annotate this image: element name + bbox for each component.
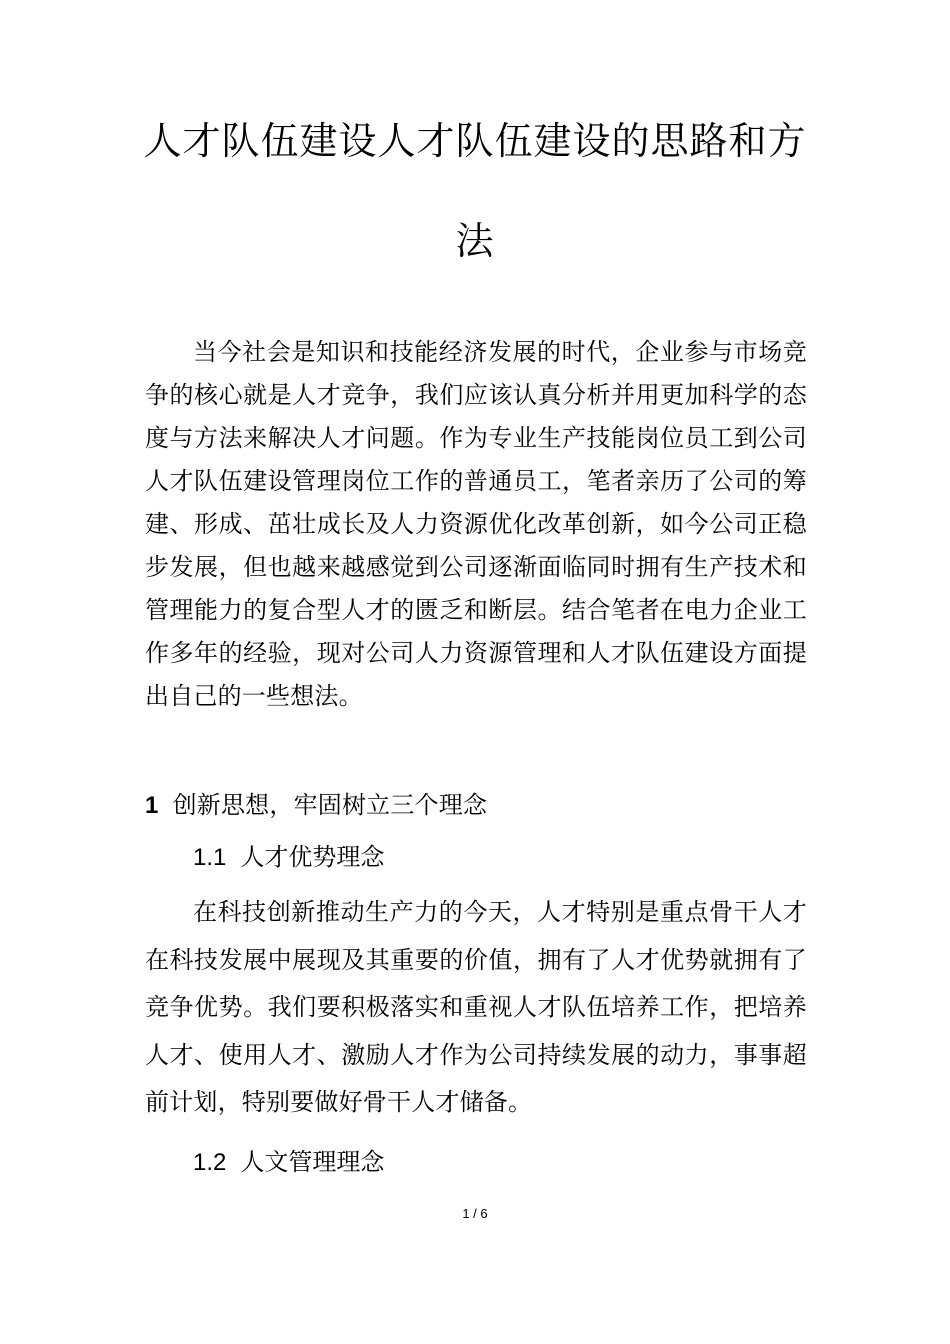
section-1-title: 创新思想，牢固树立三个理念 <box>172 791 488 819</box>
section-1-number: 1 <box>145 792 159 819</box>
subsection-1-1-text: 在科技创新推动生产力的今天，人才特别是重点骨干人才在科技发展中展现及其重要的价值，拥有了人才优势就拥有了竞争优势。我们要积极落实和重视人才队伍培养工作，把培养人才、使用人才、激励人才作为公司持续发展的动力，事事超前计划，特别要做好骨干人才储备。 <box>145 898 807 1116</box>
subsection-1-1-paragraph <box>145 889 807 1127</box>
document-title-line-2: 法 <box>455 219 495 263</box>
subsection-1-1-number: 1.1 <box>193 844 227 871</box>
subsection-1-2-title: 人文管理理念 <box>240 1148 385 1176</box>
intro-text: 当今社会是知识和技能经济发展的时代，企业参与市场竞争的核心就是人才竞争，我们应该认真分析并用更加科学的态度与方法来解决人才问题。作为专业生产技能岗位员工到公司人才队伍建设管理岗位工作的普通员工，笔者亲历了公司的筹建、形成、茁壮成长及人力资源优化改革创新，如今公司正稳步发展，但也越来越感觉到公司逐渐面临同时拥有生产技术和管理能力的复合型人才的匮乏和断层。结合笔者在电力企业工作多年的经验，现对公司人力资源管理和人才队伍建设方面提出自己的一些想法。 <box>145 338 807 710</box>
subsection-1-2-number: 1.2 <box>193 1149 227 1176</box>
intro-paragraph <box>145 331 807 718</box>
page-indicator: 1 / 6 <box>462 1206 488 1221</box>
subsection-1-1-title: 人才优势理念 <box>240 843 385 871</box>
subsection-1-2-heading <box>193 1143 384 1182</box>
section-1-heading <box>145 786 807 825</box>
document-title-line-1: 人才队伍建设人才队伍建设的思路和方 <box>143 119 807 163</box>
subsection-1-1-heading <box>193 838 384 877</box>
